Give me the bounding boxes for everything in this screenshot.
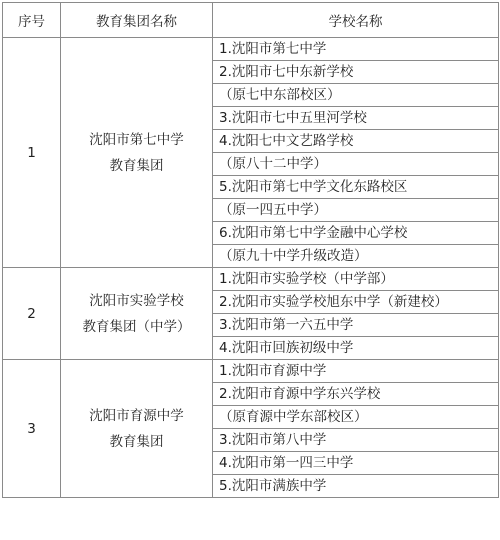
school-cell: 2.沈阳市实验学校旭东中学（新建校） xyxy=(213,291,499,314)
education-group-table xyxy=(2,2,499,498)
table-row xyxy=(3,360,499,383)
school-cell: 4.沈阳市第一四三中学 xyxy=(213,452,499,475)
group-index-cell: 1 xyxy=(3,38,61,268)
group-name-line: 教育集团 xyxy=(109,157,164,174)
group-name-line: 教育集团 xyxy=(109,433,164,450)
school-cell: 1.沈阳市第七中学 xyxy=(213,38,499,61)
school-cell: 6.沈阳市第七中学金融中心学校 xyxy=(213,222,499,245)
school-cell: 5.沈阳市第七中学文化东路校区 xyxy=(213,176,499,199)
school-cell: 5.沈阳市满族中学 xyxy=(213,475,499,498)
school-cell: 3.沈阳市第一六五中学 xyxy=(213,314,499,337)
group-name-cell xyxy=(61,38,213,268)
school-cell: 1.沈阳市育源中学 xyxy=(213,360,499,383)
table-row xyxy=(3,38,499,61)
group-name-line: 教育集团（中学） xyxy=(82,318,191,335)
school-cell: （原七中东部校区） xyxy=(213,84,499,107)
group-name-cell xyxy=(61,268,213,360)
group-name-line: 沈阳市育源中学 xyxy=(89,407,184,424)
school-cell: 1.沈阳市实验学校（中学部） xyxy=(213,268,499,291)
school-cell: （原八十二中学） xyxy=(213,153,499,176)
school-cell: 2.沈阳市育源中学东兴学校 xyxy=(213,383,499,406)
group-index-cell: 2 xyxy=(3,268,61,360)
table-header-row xyxy=(3,3,499,38)
header-group-name: 教育集团名称 xyxy=(61,3,213,38)
header-school-name: 学校名称 xyxy=(213,3,499,38)
school-cell: 4.沈阳市回族初级中学 xyxy=(213,337,499,360)
school-cell: 3.沈阳市七中五里河学校 xyxy=(213,107,499,130)
header-index: 序号 xyxy=(3,3,61,38)
school-cell: 3.沈阳市第八中学 xyxy=(213,429,499,452)
school-cell: 2.沈阳市七中东新学校 xyxy=(213,61,499,84)
group-name-line: 沈阳市第七中学 xyxy=(89,131,184,148)
school-cell: （原九十中学升级改造） xyxy=(213,245,499,268)
group-index-cell: 3 xyxy=(3,360,61,498)
school-cell: 4.沈阳七中文艺路学校 xyxy=(213,130,499,153)
school-cell: （原一四五中学） xyxy=(213,199,499,222)
table-row xyxy=(3,268,499,291)
group-name-line: 沈阳市实验学校 xyxy=(89,292,184,309)
group-name-cell xyxy=(61,360,213,498)
school-cell: （原育源中学东部校区） xyxy=(213,406,499,429)
